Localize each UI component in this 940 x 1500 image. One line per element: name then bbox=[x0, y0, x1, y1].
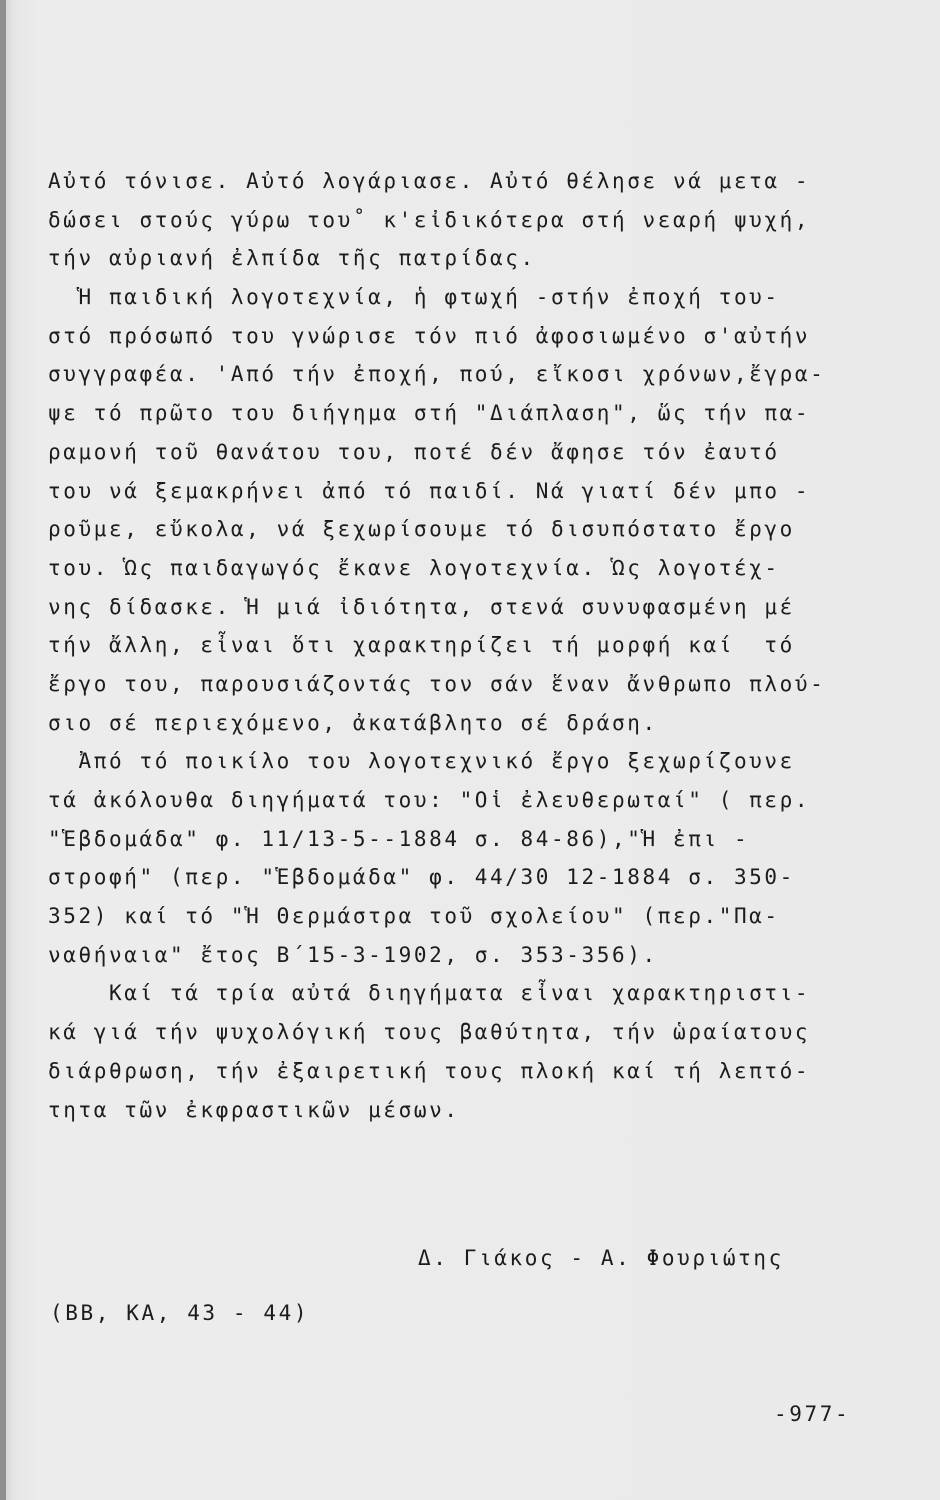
text-line: Καί τά τρία αὐτά διηγήματα εἶναι χαρακτηριστι- bbox=[48, 981, 811, 1006]
page-binding-edge bbox=[0, 0, 6, 1500]
body-text bbox=[48, 162, 898, 1129]
page-number: -977- bbox=[774, 1402, 851, 1426]
text-line: ροῦμε, εὔκολα, νά ξεχωρίσουμε τό δισυπόστατο ἔργο bbox=[48, 517, 795, 542]
text-line: νης δίδασκε. Ἡ μιά ἰδιότητα, στενά συνυφασμένη μέ bbox=[48, 594, 795, 619]
text-line: κά γιά τήν ψυχολόγική τους βαθύτητα, τήν ὡραίατους bbox=[48, 1020, 811, 1045]
text-line: Ἡ παιδική λογοτεχνία, ἡ φτωχή -στήν ἐποχή του- bbox=[48, 285, 780, 310]
text-line: Ἀπό τό ποικίλο του λογοτεχνικό ἔργο ξεχωρίζουνε bbox=[48, 749, 795, 774]
text-line: ραμονή τοῦ θανάτου του, ποτέ δέν ἄφησε τόν ἐαυτό bbox=[48, 439, 780, 464]
text-line: στροφή" (περ. "Ἑβδομάδα" φ. 44/30 12-1884 σ. 350- bbox=[48, 865, 795, 890]
text-line: του. Ὡς παιδαγωγός ἔκανε λογοτεχνία. Ὡς λογοτέχ- bbox=[48, 555, 780, 580]
text-line: "Ἑβδομάδα" φ. 11/13-5--1884 σ. 84-86),"Ἡ ἐπι - bbox=[48, 826, 750, 851]
text-line: στό πρόσωπό του γνώρισε τόν πιό ἀφοσιωμένο σ'αὐτήν bbox=[48, 323, 811, 348]
text-line: ἔργο του, παρουσιάζοντάς τον σάν ἕναν ἄνθρωπο πλού- bbox=[48, 671, 826, 696]
author-signature: Δ. Γιάκος - Α. Φουριώτης bbox=[418, 1246, 784, 1270]
text-line: τήν αὐριανή ἐλπίδα τῆς πατρίδας. bbox=[48, 246, 536, 271]
text-line: ψε τό πρῶτο του διήγημα στή "Διάπλαση", ὥς τήν πα- bbox=[48, 401, 811, 426]
text-line: 352) καί τό "Ἡ Θερμάστρα τοῦ σχολείου" (περ."Πα- bbox=[48, 904, 780, 929]
text-line: συγγραφέα. 'Από τήν ἐποχή, πού, εἴκοσι χρόνων,ἔγρα- bbox=[48, 362, 826, 387]
text-line: Αὐτό τόνισε. Αὐτό λογάριασε. Αὐτό θέλησε νά μετα - bbox=[48, 169, 811, 193]
text-line: τητα τῶν ἐκφραστικῶν μέσων. bbox=[48, 1097, 460, 1122]
text-line: τά ἀκόλουθα διηγήματά του: "Οἱ ἐλευθερωταί" ( περ. bbox=[48, 788, 811, 812]
text-line: σιο σέ περιεχόμενο, ἀκατάβλητο σέ δράση. bbox=[48, 710, 658, 735]
source-reference: (ΒΒ, ΚΑ, 43 - 44) bbox=[50, 1301, 310, 1325]
text-line: του νά ξεμακρήνει ἀπό τό παιδί. Νά γιατί δέν μπο - bbox=[48, 478, 811, 503]
text-line: διάρθρωση, τήν ἐξαιρετική τους πλοκή καί τή λεπτό- bbox=[48, 1058, 811, 1083]
text-line: τήν ἄλλη, εἶναι ὅτι χαρακτηρίζει τή μορφή καί τό bbox=[48, 633, 795, 658]
text-line: ναθήναια" ἔτος Β΄15-3-1902, σ. 353-356). bbox=[48, 942, 658, 967]
text-line: δώσει στούς γύρω του˚ κ'εἰδικότερα στή νεαρή ψυχή, bbox=[48, 207, 811, 232]
